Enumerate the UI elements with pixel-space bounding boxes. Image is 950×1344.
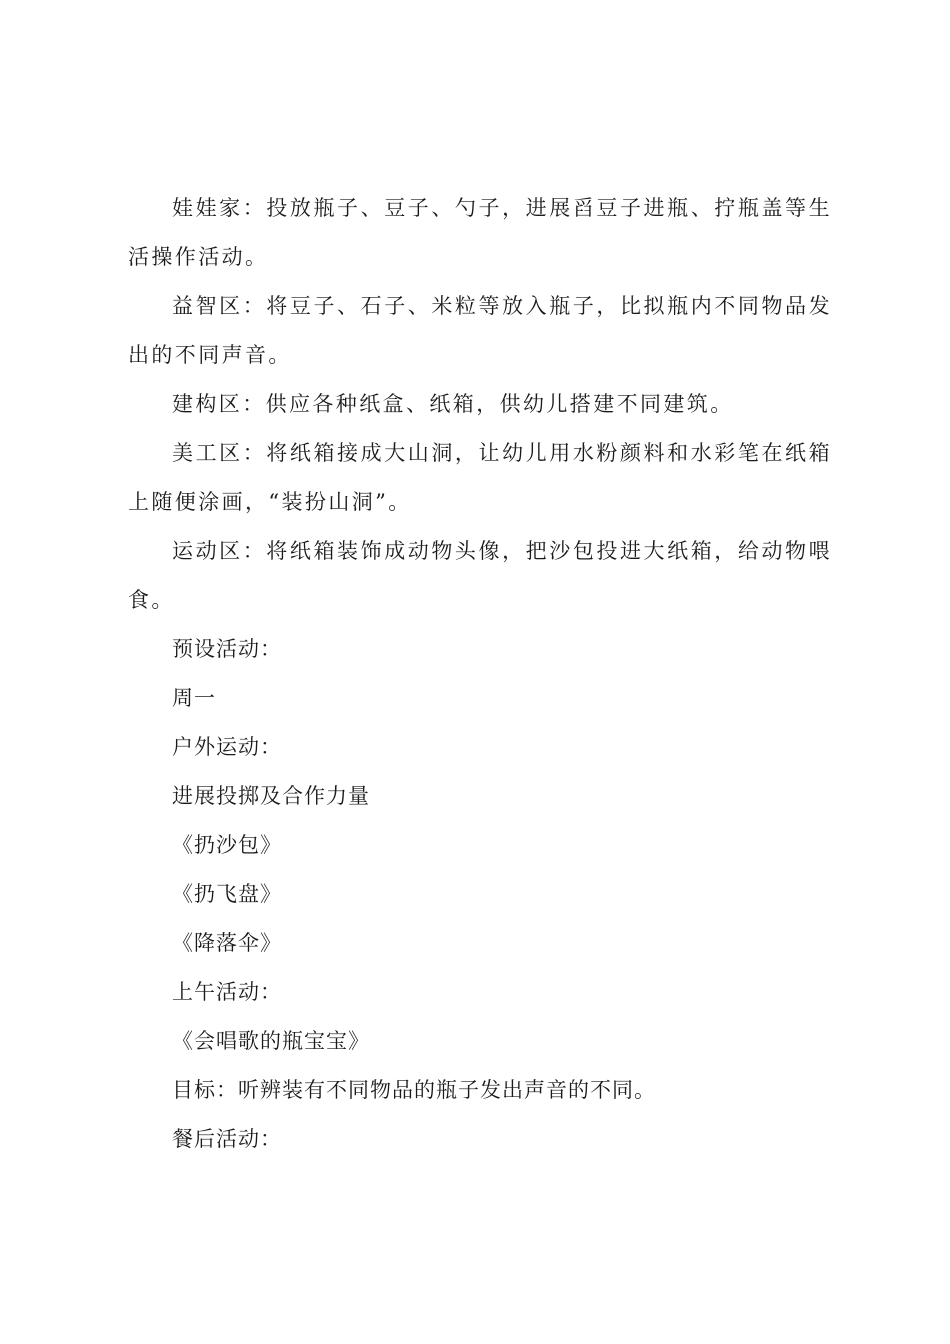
paragraph-art-area: 美工区：将纸箱接成大山洞，让幼儿用水粉颜料和水彩笔在纸箱上随便涂画，“装扮山洞”。 [128,441,832,514]
paragraph-goal: 目标：听辨装有不同物品的瓶子发出声音的不同。 [172,1078,656,1102]
paragraph-sports-area: 运动区：将纸箱装饰成动物头像，把沙包投进大纸箱，给动物喂食。 [128,539,832,612]
paragraph-parachute: 《降落伞》 [172,931,282,955]
paragraph-puzzle-area: 益智区：将豆子、石子、米粒等放入瓶子，比拟瓶内不同物品发出的不同声音。 [128,294,832,367]
paragraph-after-meal: 餐后活动： [172,1127,282,1151]
paragraph-singing-bottle: 《会唱歌的瓶宝宝》 [172,1029,370,1053]
paragraph-morning-activity: 上午活动： [172,980,282,1004]
paragraph-construction-area: 建构区：供应各种纸盒、纸箱，供幼儿搭建不同建筑。 [172,392,734,416]
paragraph-doll-house: 娃娃家：投放瓶子、豆子、勺子，进展舀豆子进瓶、拧瓶盖等生活操作活动。 [128,196,832,269]
paragraph-throwing-cooperation: 进展投掷及合作力量 [172,784,370,808]
paragraph-throw-sandbag: 《扔沙包》 [172,833,282,857]
paragraph-throw-frisbee: 《扔飞盘》 [172,882,282,906]
document-body [128,184,832,1164]
paragraph-preset-activities: 预设活动： [172,637,282,661]
paragraph-outdoor-sports: 户外运动： [172,735,282,759]
paragraph-monday: 周一 [172,686,216,710]
